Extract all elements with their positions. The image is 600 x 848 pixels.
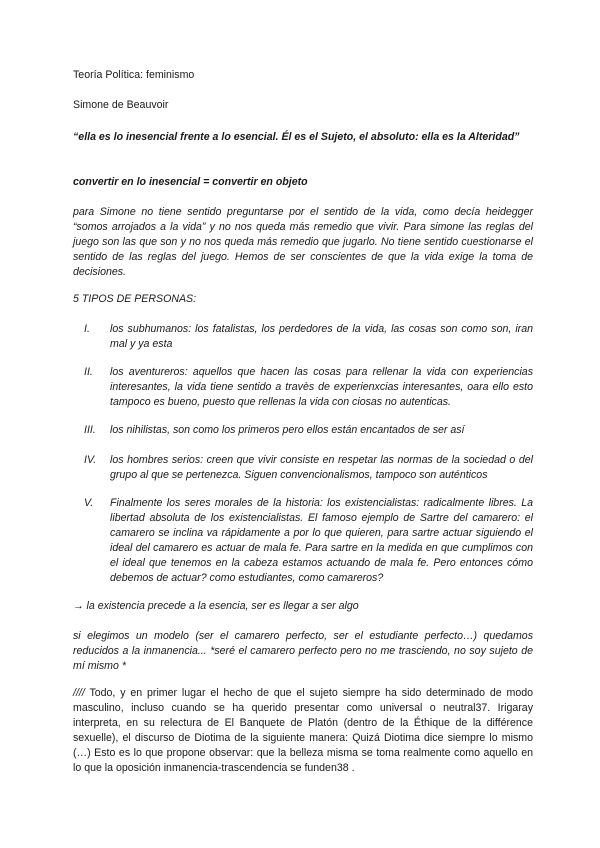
list-number: IV. — [84, 454, 97, 466]
list-item — [73, 322, 533, 352]
list-item-text: los nihilistas, son como los primeros pero ellos están encantados de ser así — [110, 424, 465, 436]
list-number: II. — [84, 366, 93, 378]
list-number: III. — [84, 424, 96, 436]
list-item — [73, 365, 533, 410]
list-item — [73, 453, 533, 483]
list-item — [73, 496, 533, 586]
beauvoir-quote: “ella es lo inesencial frente a lo esencial. Él es el Sujeto, el absoluto: ella es la Alteridad” — [73, 131, 520, 143]
paragraph-irigaray — [73, 686, 533, 776]
list-item-text: los subhumanos: los fatalistas, los perdedores de la vida, las cosas son como son, iran mal y ya esta — [110, 323, 533, 350]
author-name: Simone de Beauvoir — [73, 99, 169, 111]
equation-line: convertir en lo inesencial = convertir en objeto — [73, 176, 308, 188]
list-item — [73, 423, 533, 438]
list-number: I. — [84, 323, 90, 335]
course-title: Teoría Política: feminismo — [73, 69, 195, 81]
existence-line: → la existencia precede a la esencia, ser es llegar a ser algo — [73, 600, 359, 612]
list-number: V. — [84, 497, 94, 509]
paragraph-life-meaning: para Simone no tiene sentido preguntarse por el sentido de la vida, como decía heidegger “somos arrojados a la vida” y no nos queda más remedio que vivir. Para simone las reglas del juego son las que son y no nos queda más remedio que jugarlo. No tiene sentido cuestionarse el sentido de las reglas del juego. Hemos de ser conscientes de que la vida exige la toma de decisiones. — [73, 206, 533, 278]
list-item-text: los aventureros: aquellos que hacen las cosas para rellenar la vida con experiencias interesantes, la vida tiene sentido a travès de experienxcias interesantes, oara ello esto tampoco es bueno, puesto que rellenas la vida con ciosas no autenticas. — [110, 366, 533, 408]
types-heading: 5 TIPOS DE PERSONAS: — [73, 293, 197, 305]
paragraph-model: si elegimos un modelo (ser el camarero perfecto, ser el estudiante perfecto…) quedamos reducidos a la inmanencia... *seré el camarero perfecto pero no me trasciendo, no soy sujeto de mí mismo * — [73, 630, 533, 672]
paragraph-irigaray-text: Todo, y en primer lugar el hecho de que el sujeto siempre ha sido determinado de modo masculino, incluso cuando se ha querido presentar como universal o neutral37. Irigaray interpreta, en su relectura de El Banquete de Platón (dentro de la Éthique de la différence sexuelle), el discurso de Diotima de la siguiente manera: Quizá Diotima dice siempre lo mismo (…) Esto es lo que propone observar: que la belleza misma se toma realmente como aquello en lo que la oposición inmanencia-trascendencia se funden38 . — [73, 687, 533, 774]
slashes-marker: //// — [73, 687, 85, 699]
list-item-text: Finalmente los seres morales de la historia: los existencialistas: radicalmente libres. La libertad absoluta de los existencialistas. El famoso ejemplo de Sartre del camarero: el camarero se inclina va rápidamente a por lo que quieren, para sartre actuar siguiendo el ideal del camarero es actuar de mala fe. Para sartre en la medida en que cumplimos con el ideal que tenemos en la cabeza estamos actuando de mala fe. Pero entonces cómo debemos de actuar? como estudiantes, como camareros? — [110, 497, 533, 584]
list-item-text: los hombres serios: creen que vivir consiste en respetar las normas de la sociedad o del grupo al que se pertenezca. Siguen convencionalismos, tampoco son auténticos — [110, 454, 533, 481]
